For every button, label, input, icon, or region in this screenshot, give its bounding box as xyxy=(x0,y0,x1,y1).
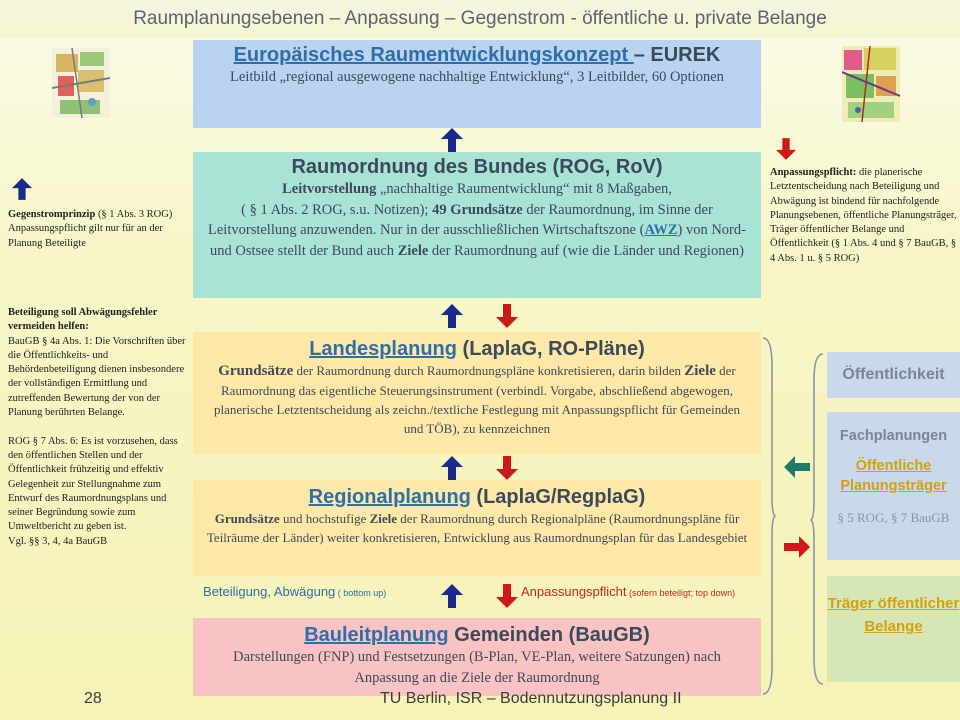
map-thumbnail-right xyxy=(842,46,900,122)
left1-text: (§ 1 Abs. 3 ROG) Anpassungspflicht gilt nur für an der Planung Beteiligte xyxy=(8,209,173,249)
eurek-heading-rest: – EUREK xyxy=(633,44,721,66)
gegenstromprinzip-note xyxy=(8,208,190,251)
planungstraeger-link[interactable]: Öffentliche Planungsträger xyxy=(840,458,947,494)
right1-text: die planerische Letztentscheidung nach Beteiligung und Abwägung ist bindend für nachfolgende Planungsebenen, öffentliche Planungsträger, Träger öffentlicher Belange und Öffentlichkeit (§ 1 Abs. 4 und § 7 BauGB, § 4 Abs. 1 u. § 5 ROG) xyxy=(770,167,957,264)
up-arrow-icon xyxy=(441,456,463,480)
bund-t3: der Raumordnung, im Sinne der Leitvorstellung anzuwenden. Nur in der ausschließlichen Wirtschaftszone ( xyxy=(208,201,713,238)
down-arrow-icon xyxy=(496,456,518,480)
bund-b1: Leitvorstellung xyxy=(282,181,377,197)
paragraph-reference: § 5 ROG, § 7 BauGB xyxy=(837,510,950,525)
caption-right-main: Anpassungspflicht xyxy=(521,584,627,599)
left2-p2: ROG § 7 Abs. 6: Es ist vorzusehen, dass den öffentlichen Stellen und der Öffentlichkeit frühzeitig und effektiv Gelegenheit zur Stellungnahme zum Entwurf des Raumordnungsplans und seiner Begründung sowie zum Umweltbericht zu geben ist. xyxy=(8,435,178,533)
fachplanungen-label: Fachplanungen xyxy=(839,428,948,444)
oeffentlichkeit-box: Öffentlichkeit xyxy=(827,352,960,398)
landes-b2: Ziele xyxy=(684,363,716,379)
regional-b1: Grundsätze xyxy=(214,511,280,526)
bund-t4: ) von Nord- und Ostsee stellt der Bund auch xyxy=(210,222,746,259)
left2-p3: Vgl. §§ 3, 4, 4a BauGB xyxy=(8,535,108,547)
slide-title: Raumplanungsebenen – Anpassung – Gegenstrom - öffentliche u. private Belange xyxy=(133,8,827,29)
regionalplanung-box xyxy=(193,480,761,576)
regional-t1: und hochstufige xyxy=(279,511,370,526)
landesplanung-link[interactable]: Landesplanung xyxy=(309,338,457,360)
bund-t2: ( § 1 Abs. 2 ROG, s.u. Notizen); xyxy=(241,201,433,218)
caption-anpassungspflicht xyxy=(521,584,735,599)
awz-link[interactable]: AWZ xyxy=(644,222,678,238)
eurek-body: Leitbild „regional ausgewogene nachhaltige Entwicklung“, 3 Leitbilder, 60 Optionen xyxy=(230,69,724,85)
bund-heading: Raumordnung des Bundes (ROG, RoV) xyxy=(291,156,663,178)
landes-body xyxy=(193,361,761,438)
caption-left-main: Beteiligung, Abwägung xyxy=(203,584,336,599)
beteiligung-note xyxy=(8,306,194,549)
bund-t5: der Raumordnung auf (wie die Länder und Regionen) xyxy=(428,242,744,259)
bund-t1: „nachhaltige Raumentwicklung“ mit 8 Maßgaben, xyxy=(376,181,672,197)
landesplanung-box xyxy=(193,332,761,454)
up-arrow-icon xyxy=(441,304,463,328)
left2-bold: Beteiligung soll Abwägungsfehler vermeiden helfen: xyxy=(8,307,158,333)
left1-bold: Gegenstromprinzip xyxy=(8,209,96,220)
caption-beteiligung xyxy=(203,584,386,599)
regional-t2: der Raumordnung durch Regionalpläne (Raumordnungspläne für Teilräume der Länder) weiter konkretisieren, Entwicklung aus Raumordnungsplan für das Landesgebiet xyxy=(206,511,748,545)
up-arrow-icon xyxy=(12,178,32,200)
left-arrow-icon xyxy=(784,456,810,478)
eurek-box xyxy=(193,40,761,128)
bund-b3: Ziele xyxy=(397,242,429,259)
right1-bold: Anpassungspflicht: xyxy=(770,167,857,178)
fachplanungen-box xyxy=(827,412,960,560)
bauleitplanung-box xyxy=(193,618,761,696)
bund-b2: 49 Grundsätze xyxy=(432,201,523,218)
caption-right-small: (sofern beteiligt; top down) xyxy=(626,588,736,598)
bund-box xyxy=(193,152,761,298)
bauleit-heading xyxy=(193,624,761,647)
landes-t2: der Raumordnung das eigentliche Steuerungsinstrument (verbindl. Vorgabe, abschließend abgewogen, planerische Letztentscheidung als zeichn./textliche Festlegung mit Anpassungspflicht für Gemeinden und TÖB), zu kennzeichnen xyxy=(214,363,740,436)
up-arrow-icon xyxy=(441,584,463,608)
down-arrow-icon xyxy=(496,304,518,328)
toeb-link[interactable]: Träger öffentlicher Belange xyxy=(827,576,960,682)
regional-heading xyxy=(193,486,761,509)
bauleit-heading-rest: Gemeinden (BauGB) xyxy=(448,624,650,646)
regional-body xyxy=(193,509,761,547)
regional-b2: Ziele xyxy=(369,511,398,526)
landes-heading-rest: (LaplaG, RO-Pläne) xyxy=(456,338,645,360)
right-brace xyxy=(762,336,776,696)
regional-heading-rest: (LaplaG/RegplaG) xyxy=(470,486,646,508)
map-thumbnail-left xyxy=(52,48,110,118)
bauleit-body: Darstellungen (FNP) und Festsetzungen (B-Plan, VE-Plan, weitere Satzungen) nach Anpassung an die Ziele der Raumordnung xyxy=(233,649,721,686)
landes-t1: der Raumordnung durch Raumordnungspläne konkretisieren, darin bilden xyxy=(293,363,685,378)
footer-institution: TU Berlin, ISR – Bodennutzungsplanung II xyxy=(380,690,682,707)
left2-p1: BauGB § 4a Abs. 1: Die Vorschriften über die Öffentlichkeits- und Behördenbeteiligung dienen insbesondere der vollständigen Ermittlung und zutreffenden Bewertung der von der Planung berührten Belange. xyxy=(8,335,186,419)
landes-b1: Grundsätze xyxy=(218,363,294,379)
bund-body xyxy=(193,179,761,261)
page-number: 28 xyxy=(84,690,102,707)
down-arrow-icon xyxy=(496,584,518,608)
right-arrow-icon xyxy=(784,536,810,558)
eurek-link[interactable]: Europäisches Raumentwicklungskonzept xyxy=(233,44,634,66)
down-arrow-icon xyxy=(776,138,796,160)
left-brace-right-boxes xyxy=(810,352,824,686)
eurek-heading xyxy=(193,44,761,67)
landes-heading xyxy=(193,338,761,361)
regionalplanung-link[interactable]: Regionalplanung xyxy=(308,486,471,508)
up-arrow-icon xyxy=(441,128,463,152)
anpassungspflicht-note xyxy=(770,166,960,266)
caption-left-small: ( bottom up) xyxy=(335,588,387,598)
bauleitplanung-link[interactable]: Bauleitplanung xyxy=(304,624,449,646)
